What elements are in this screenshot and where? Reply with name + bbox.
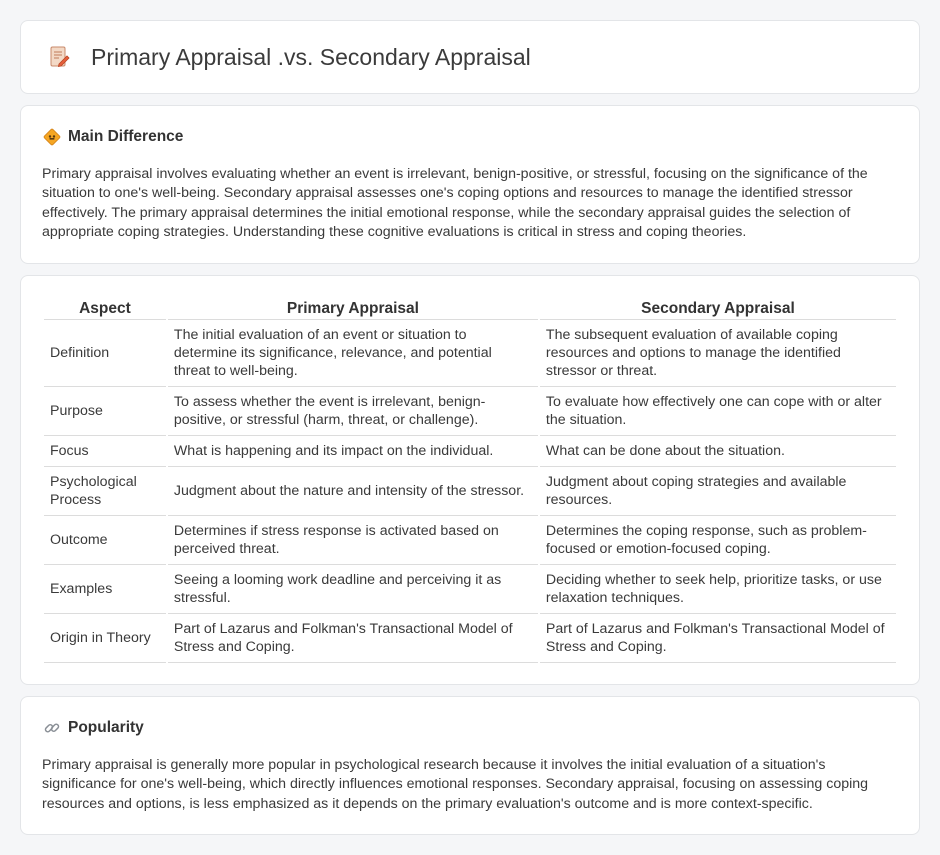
popularity-title: Popularity [68, 719, 144, 736]
row-primary: Part of Lazarus and Folkman's Transactional Model of Stress and Coping. [168, 614, 538, 663]
title-card [20, 20, 920, 94]
table-row [44, 565, 896, 614]
row-secondary: Deciding whether to seek help, prioritize tasks, or use relaxation techniques. [540, 565, 896, 614]
table-row [44, 387, 896, 436]
row-aspect: Psychological Process [44, 467, 166, 516]
row-aspect: Focus [44, 436, 166, 467]
main-difference-text: Primary appraisal involves evaluating whether an event is irrelevant, benign-positive, or stressful, focusing on the significance of the situation to one's well-being. Secondary appraisal assesses one's coping options and resources to manage the identified stressor effectively. The primary appraisal determines the initial emotional response, while the secondary appraisal guides the selection of appropriate coping strategies. Understanding these cognitive evaluations is critical in stress and coping theories. [42, 166, 868, 241]
document-pen-icon [47, 45, 71, 69]
comparison-card [20, 275, 920, 685]
row-primary: Determines if stress response is activated based on perceived threat. [168, 516, 538, 565]
main-difference-card [20, 105, 920, 264]
row-primary: The initial evaluation of an event or situation to determine its significance, relevance, and potential threat to well-being. [168, 320, 538, 387]
diamond-sign-icon [43, 128, 61, 146]
row-primary: Seeing a looming work deadline and perceiving it as stressful. [168, 565, 538, 614]
header-secondary: Secondary Appraisal [540, 296, 896, 320]
table-row [44, 516, 896, 565]
row-secondary: Judgment about coping strategies and available resources. [540, 467, 896, 516]
header-primary: Primary Appraisal [168, 296, 538, 320]
row-secondary: Determines the coping response, such as problem-focused or emotion-focused coping. [540, 516, 896, 565]
row-aspect: Origin in Theory [44, 614, 166, 663]
header-aspect: Aspect [44, 296, 166, 320]
row-primary: Judgment about the nature and intensity of the stressor. [168, 467, 538, 516]
row-aspect: Purpose [44, 387, 166, 436]
row-aspect: Outcome [44, 516, 166, 565]
table-header-row [44, 296, 896, 320]
comparison-table [42, 296, 898, 663]
row-aspect: Examples [44, 565, 166, 614]
row-secondary: What can be done about the situation. [540, 436, 896, 467]
main-difference-title: Main Difference [68, 128, 184, 145]
row-secondary: Part of Lazarus and Folkman's Transactional Model of Stress and Coping. [540, 614, 896, 663]
row-secondary: The subsequent evaluation of available coping resources and options to manage the identified stressor or threat. [540, 320, 896, 387]
popularity-text: Primary appraisal is generally more popular in psychological research because it involves the initial evaluation of a situation's significance for one's well-being, which directly influences emotional responses. Secondary appraisal, focusing on assessing coping resources and options, is less emphasized as it depends on the primary evaluation's outcome and is more context-specific. [42, 757, 869, 812]
row-primary: To assess whether the event is irrelevant, benign-positive, or stressful (harm, threat, or challenge). [168, 387, 538, 436]
row-primary: What is happening and its impact on the individual. [168, 436, 538, 467]
row-secondary: To evaluate how effectively one can cope with or alter the situation. [540, 387, 896, 436]
popularity-header [43, 719, 144, 737]
table-row [44, 467, 896, 516]
table-row [44, 614, 896, 663]
row-aspect: Definition [44, 320, 166, 387]
popularity-card [20, 696, 920, 835]
main-difference-header [43, 128, 183, 146]
page-title: Primary Appraisal .vs. Secondary Appraisal [91, 43, 531, 70]
table-row [44, 320, 896, 387]
title-row [21, 21, 919, 93]
table-row [44, 436, 896, 467]
link-icon [43, 719, 61, 737]
